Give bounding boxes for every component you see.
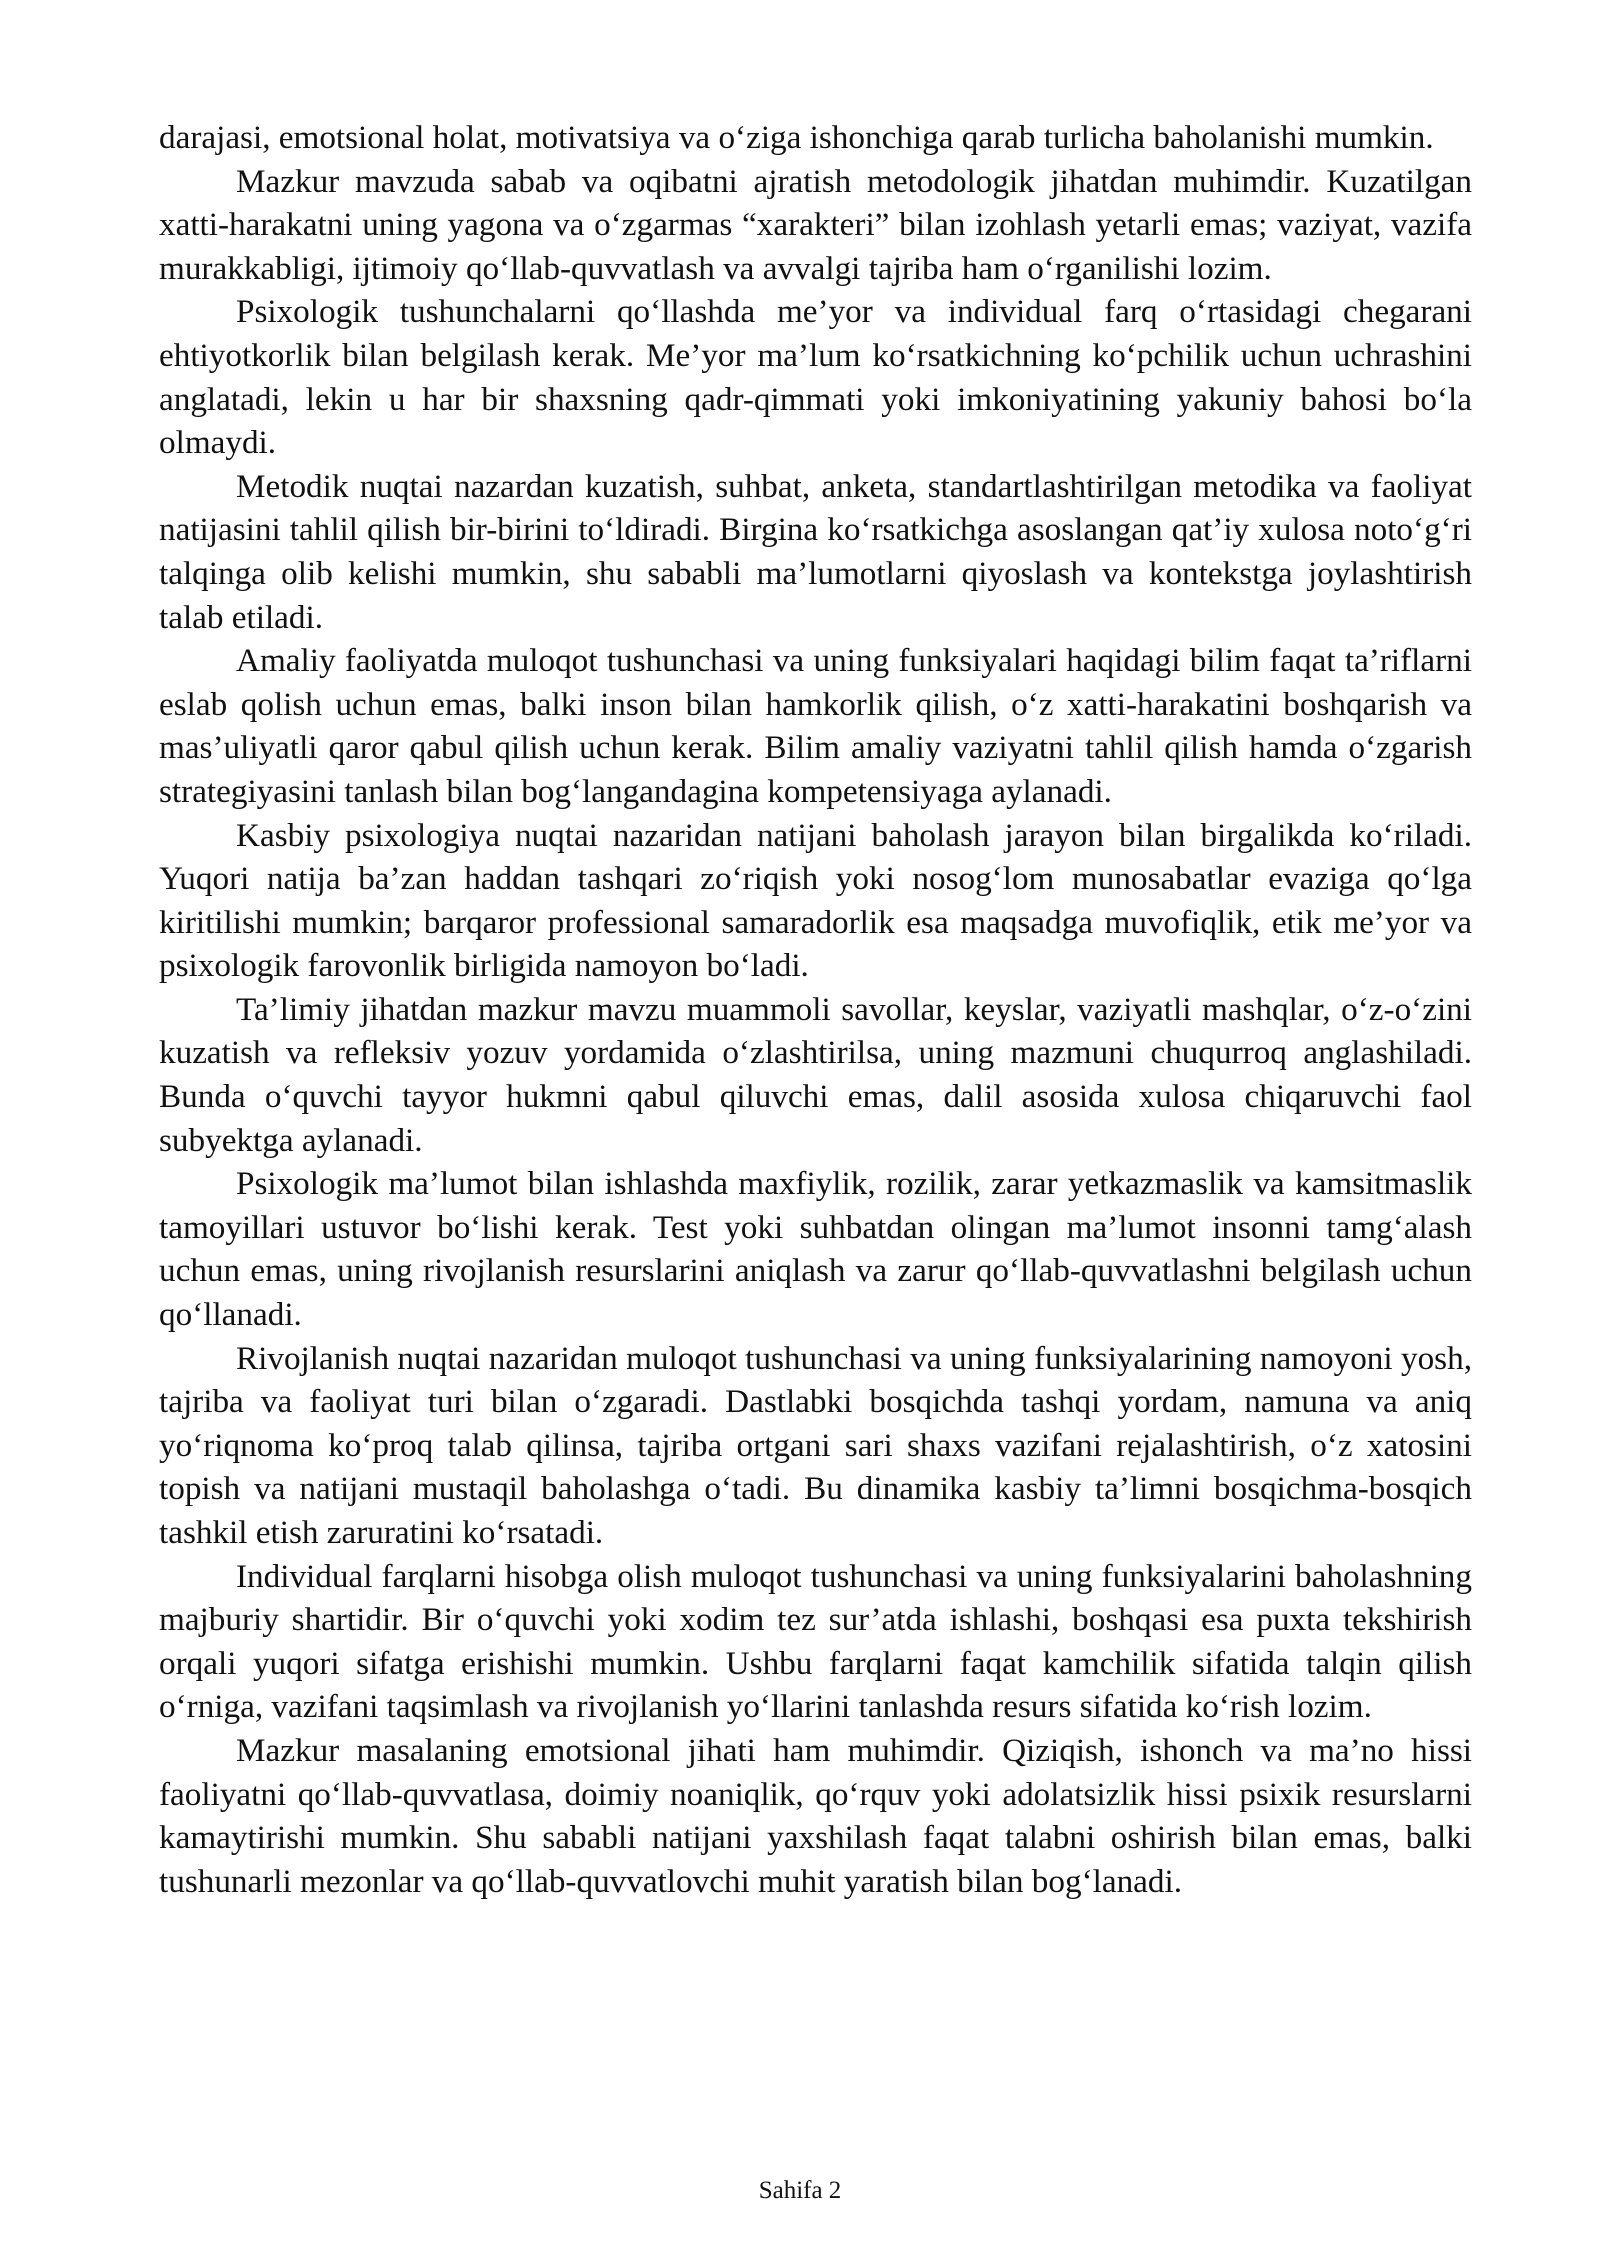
- paragraph-practice: Amaliy faoliyatda muloqot tushunchasi va uning funksiyalari haqidagi bilim faqat ta’riflarni eslab qolish uchun emas, balki inson bilan hamkorlik qilish, oʻz xatti-harakatini boshqarish va mas’uliyatli qaror qabul qilish uchun kerak. Bilim amaliy vaziyatni tahlil qilish hamda oʻzgarish strategiyasini tanlash bilan bogʻlangandagina kompetensiyaga aylanadi.: [159, 642, 1472, 810]
- paragraph-educational: Ta’limiy jihatdan mazkur mavzu muammoli savollar, keyslar, vaziyatli mashqlar, oʻz-oʻzini kuzatish va refleksiv yozuv yordamida oʻzlashtirilsa, uning mazmuni chuqurroq anglashiladi. Bunda oʻquvchi tayyor hukmni qabul qiluvchi emas, dalil asosida xulosa chiqaruvchi faol subyektga aylanadi.: [159, 990, 1472, 1159]
- paragraph-development: Rivojlanish nuqtai nazaridan muloqot tushunchasi va uning funksiyalarining namoyoni yosh, tajriba va faoliyat turi bilan oʻzgaradi. Dastlabki bosqichda tashqi yordam, namuna va aniq yoʻriqnoma koʻproq talab qilinsa, tajriba ortgani sari shaxs vazifani rejalashtirish, oʻz xatosini topish va natijani mustaqil baholashga oʻtadi. Bu dinamika kasbiy ta’limni bosqichma-bosqich tashkil etish zaruratini koʻrsatadi.: [159, 1339, 1472, 1551]
- paragraph-methods: Metodik nuqtai nazardan kuzatish, suhbat, anketa, standartlashtirilgan metodika va faoliyat natijasini tahlil qilish bir-birini toʻldiradi. Birgina koʻrsatkichga asoslangan qat’iy xulosa notoʻgʻri talqinga olib kelishi mumkin, shu sababli ma’lumotlarni qiyoslash va kontekstga joylashtirish talab etiladi.: [159, 467, 1472, 636]
- paragraph-emotional: Mazkur masalaning emotsional jihati ham muhimdir. Qiziqish, ishonch va ma’no hissi faoliyatni qoʻllab-quvvatlasa, doimiy noaniqlik, qoʻrquv yoki adolatsizlik hissi psixik resurslarni kamaytirishi mumkin. Shu sababli natijani yaxshilash faqat talabni oshirish bilan emas, balki tushunarli mezonlar va qoʻllab-quvvatlovchi muhit yaratish bilan bogʻlanadi.: [159, 1731, 1472, 1900]
- body-text: [159, 116, 1472, 1903]
- page-number-footer: Sahifa 2: [758, 2177, 842, 2204]
- paragraph-cause-effect: Mazkur mavzuda sabab va oqibatni ajratish metodologik jihatdan muhimdir. Kuzatilgan xatti-harakatni uning yagona va oʻzgarmas “xarakteri” bilan izohlash yetarli emas; vaziyat, vazifa murakkabligi, ijtimoiy qoʻllab-quvvatlash va avvalgi tajriba ham oʻrganilishi lozim.: [159, 162, 1472, 287]
- paragraph-continued: darajasi, emotsional holat, motivatsiya va oʻziga ishonchiga qarab turlicha baholanishi mumkin.: [159, 119, 1434, 156]
- paragraph-norm-individual: Psixologik tushunchalarni qoʻllashda me’yor va individual farq oʻrtasidagi chegarani ehtiyotkorlik bilan belgilash kerak. Me’yor ma’lum koʻrsatkichning koʻpchilik uchun uchrashini anglatadi, lekin u har bir shaxsning qadr-qimmati yoki imkoniyatining yakuniy bahosi boʻla olmaydi.: [159, 293, 1472, 462]
- paragraph-professional: Kasbiy psixologiya nuqtai nazaridan natijani baholash jarayon bilan birgalikda koʻriladi. Yuqori natija ba’zan haddan tashqari zoʻriqish yoki nosogʻlom munosabatlar evaziga qoʻlga kiritilishi mumkin; barqaror professional samaradorlik esa maqsadga muvofiqlik, etik me’yor va psixologik farovonlik birligida namoyon boʻladi.: [159, 816, 1472, 985]
- paragraph-individual-differences: Individual farqlarni hisobga olish muloqot tushunchasi va uning funksiyalarini baholashning majburiy shartidir. Bir oʻquvchi yoki xodim tez sur’atda ishlashi, boshqasi esa puxta tekshirish orqali yuqori sifatga erishishi mumkin. Ushbu farqlarni faqat kamchilik sifatida talqin qilish oʻrniga, vazifani taqsimlash va rivojlanish yoʻllarini tanlashda resurs sifatida koʻrish lozim.: [159, 1557, 1472, 1726]
- paragraph-ethics: Psixologik ma’lumot bilan ishlashda maxfiylik, rozilik, zarar yetkazmaslik va kamsitmaslik tamoyillari ustuvor boʻlishi kerak. Test yoki suhbatdan olingan ma’lumot insonni tamgʻalash uchun emas, uning rivojlanish resurslarini aniqlash va zarur qoʻllab-quvvatlashni belgilash uchun qoʻllanadi.: [159, 1165, 1472, 1334]
